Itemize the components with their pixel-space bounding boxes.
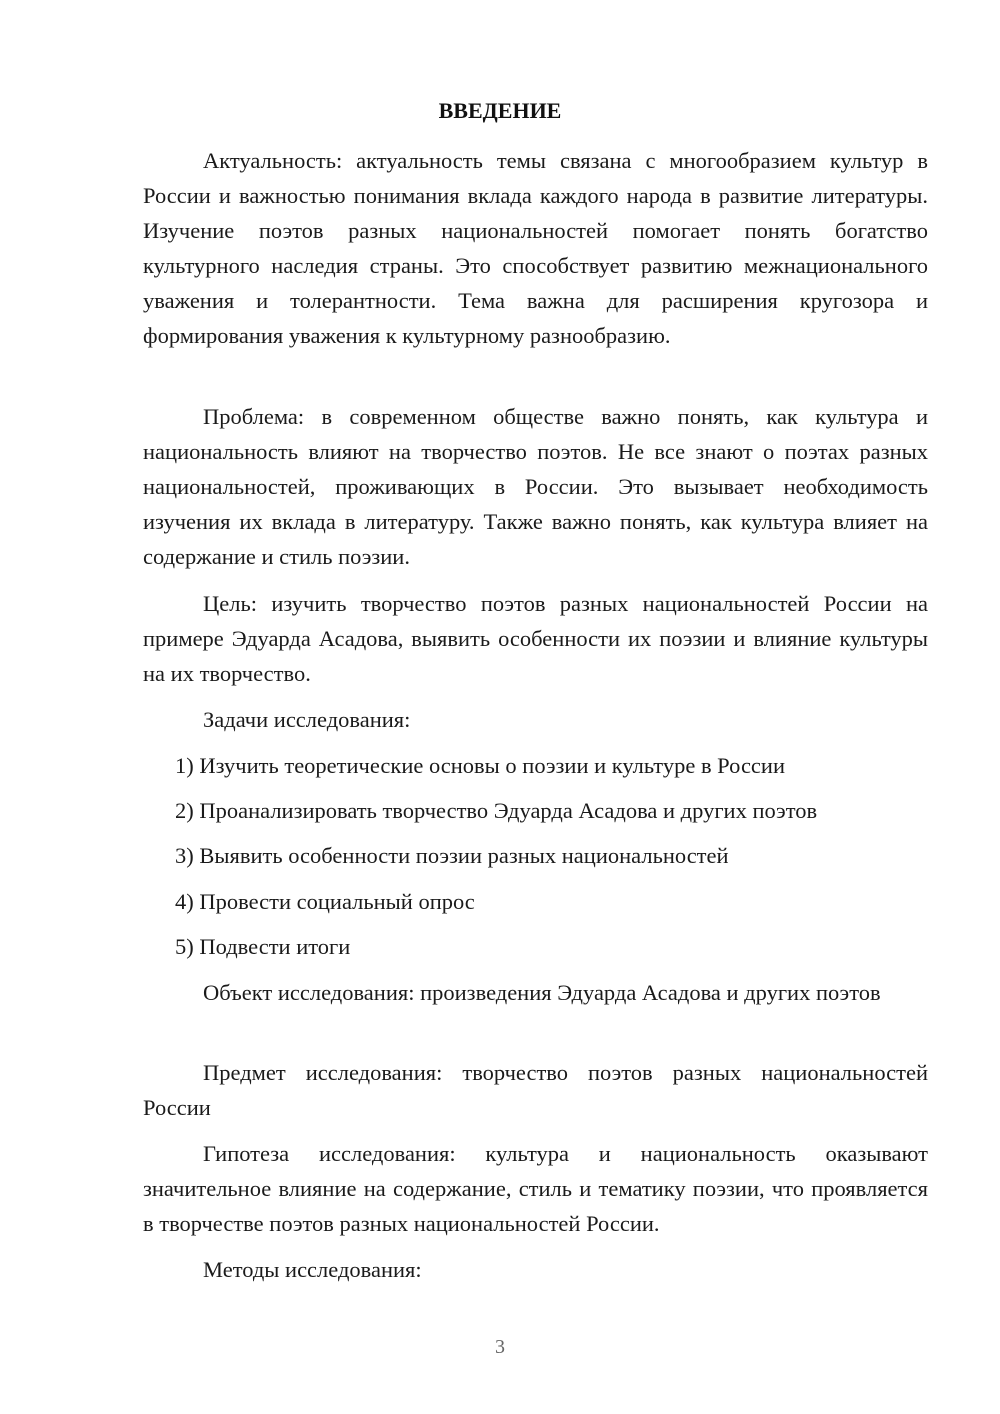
paragraph-subject: Предмет исследования: творчество поэтов разных национальностей России: [143, 1060, 928, 1120]
paragraph-relevance: Актуальность: актуальность темы связана с многообразием культур в России и важностью понимания вклада каждого народа в развитие литературы. Изучение поэтов разных национальностей помогает понять богатство культурного наследия страны. Это способствует развитию межнационального уважения и толерантности. Тема важна для расширения кругозора и формирования уважения к культурному разнообразию.: [143, 148, 928, 348]
paragraph-problem: Проблема: в современном обществе важно понять, как культура и национальность влияют на творчество поэтов. Не все знают о поэтах разных национальностей, проживающих в России. Это вызывает необходимость изучения их вклада в литературу. Также важно понять, как культура влияет на содержание и стиль поэзии.: [143, 404, 928, 569]
paragraph-goal: Цель: изучить творчество поэтов разных национальностей России на примере Эдуарда Асадова, выявить особенности их поэзии и влияние культуры на их творчество.: [143, 591, 928, 686]
task-item: 5) Подвести итоги: [175, 934, 351, 959]
section-title: ВВЕДЕНИЕ: [438, 98, 562, 123]
task-item: 4) Провести социальный опрос: [175, 889, 475, 914]
task-item: 3) Выявить особенности поэзии разных национальностей: [175, 843, 729, 868]
paragraph-object: Объект исследования: произведения Эдуарда Асадова и других поэтов: [203, 980, 881, 1005]
task-item: 2) Проанализировать творчество Эдуарда Асадова и других поэтов: [175, 798, 818, 823]
paragraph-hypothesis: Гипотеза исследования: культура и национальность оказывают значительное влияние на содержание, стиль и тематику поэзии, что проявляется в творчестве поэтов разных национальностей России.: [143, 1141, 928, 1236]
page-number: 3: [495, 1336, 505, 1358]
methods-heading: Методы исследования:: [203, 1257, 422, 1282]
tasks-heading: Задачи исследования:: [203, 707, 411, 732]
task-item: 1) Изучить теоретические основы о поэзии и культуре в России: [175, 753, 786, 778]
